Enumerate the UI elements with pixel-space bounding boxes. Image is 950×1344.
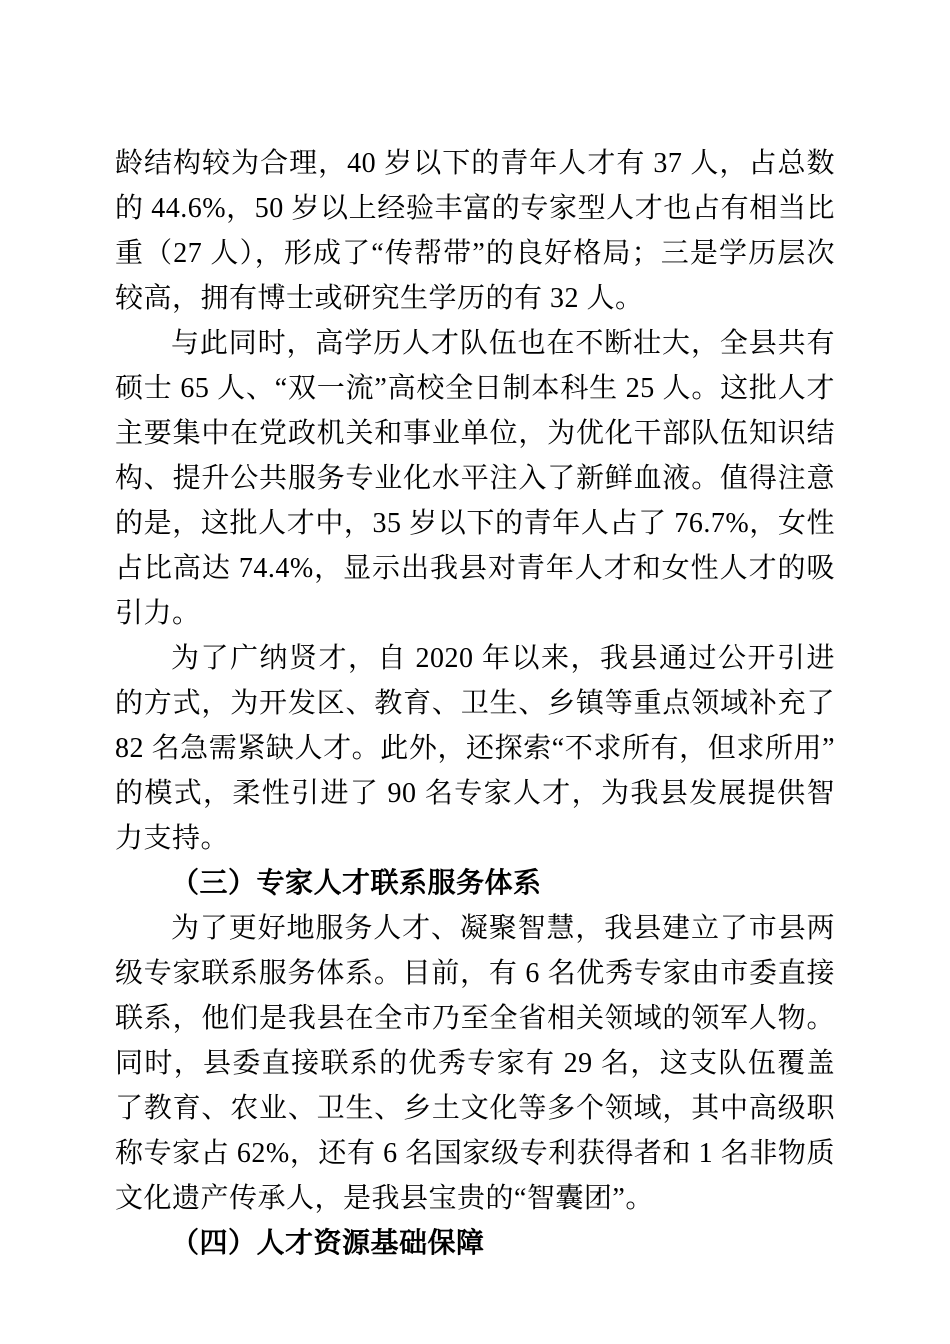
paragraph-age-structure: 龄结构较为合理，40 岁以下的青年人才有 37 人，占总数的 44.6%，50 岁以上经验丰富的专家型人才也占有相当比重（27 人），形成了“传帮带”的良好格局；三是学历层次较高，拥有博士或研究生学历的有 32 人。 (115, 148, 835, 314)
document-text-block (115, 141, 835, 1266)
paragraph-expert-service-system: 为了更好地服务人才、凝聚智慧，我县建立了市县两级专家联系服务体系。目前，有 6 名优秀专家由市委直接联系，他们是我县在全市乃至全省相关领域的领军人物。同时，县委直接联系的优秀专家有 29 名，这支队伍覆盖了教育、农业、卫生、乡土文化等多个领域，其中高级职称专家占 62%，还有 6 名国家级专利获得者和 1 名非物质文化遗产传承人，是我县宝贵的“智囊团”。 (115, 913, 835, 1214)
paragraph-high-education-talent: 与此同时，高学历人才队伍也在不断壮大，全县共有硕士 65 人、“双一流”高校全日制本科生 25 人。这批人才主要集中在党政机关和事业单位，为优化干部队伍知识结构、提升公共服务专业化水平注入了新鲜血液。值得注意的是，这批人才中，35 岁以下的青年人占了 76.7%，女性占比高达 74.4%，显示出我县对青年人才和女性人才的吸引力。 (115, 328, 835, 629)
heading-section-3-expert-contact-system: （三）专家人才联系服务体系 (171, 868, 542, 899)
heading-section-4-talent-resource-guarantee: （四）人才资源基础保障 (171, 1228, 485, 1259)
paragraph-talent-recruitment: 为了广纳贤才，自 2020 年以来，我县通过公开引进的方式，为开发区、教育、卫生、乡镇等重点领域补充了 82 名急需紧缺人才。此外，还探索“不求所有，但求所用”的模式，柔性引进了 90 名专家人才，为我县发展提供智力支持。 (115, 643, 835, 854)
